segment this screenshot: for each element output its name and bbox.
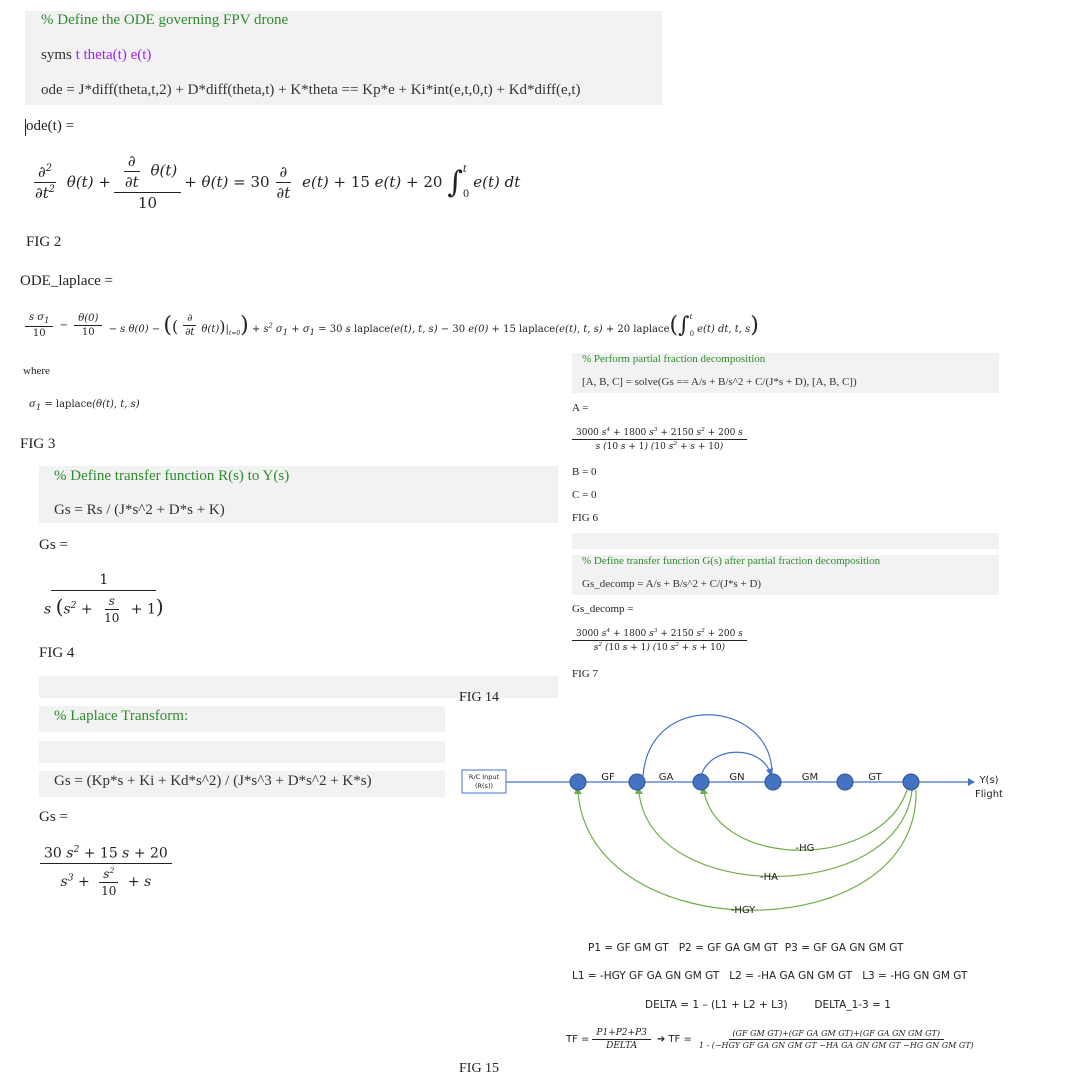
feedback-arc-hgy: [578, 790, 916, 910]
decomp-output-label: Gs_decomp =: [572, 603, 634, 615]
code-comment-decomp: % Define transfer function G(s) after partial fraction decomposition: [582, 555, 881, 567]
gs-output-label-2: Gs =: [39, 809, 68, 825]
code-line-laplace: Gs = (Kp*s + Ki + Kd*s^2) / (J*s^3 + D*s^2 + K*s): [54, 773, 372, 789]
fig4-caption: FIG 4: [39, 645, 75, 661]
gain-label-gt: GT: [868, 772, 882, 783]
input-label-2: (R(s)): [474, 782, 494, 790]
paths-line: P1 = GF GM GT P2 = GF GA GM GT P3 = GF GA GN GM GT: [588, 942, 904, 954]
loops-line: L1 = -HGY GF GA GN GM GT L2 = -HA GA GN GM GT L3 = -HG GN GM GT: [572, 970, 968, 982]
fig15-caption: FIG 15: [459, 1061, 500, 1076]
node-6: [903, 774, 919, 790]
node-1: [570, 774, 586, 790]
gain-label-gf: GF: [601, 772, 615, 783]
fig3-caption: FIG 3: [20, 436, 56, 452]
code-line-tf: Gs = Rs / (J*s^2 + D*s + K): [54, 502, 225, 518]
input-label-1: R/C Input: [468, 773, 500, 781]
pfd-a-label: A =: [572, 402, 589, 414]
output-arrowhead: [968, 778, 975, 786]
fig14-caption: FIG 14: [459, 690, 500, 705]
tf-denominator: DELTA: [606, 1041, 638, 1051]
pfd-a-equation: $\frac{3000 s^4 + 1800 s^3 + 2150 s^2 + 200 s}{s (10 s + 1) (10 s^2 + s + 10)}$: [572, 427, 747, 452]
code-block-spacer-3: [572, 533, 999, 549]
code-comment-laplace: % Laplace Transform:: [54, 708, 189, 724]
pfd-c-value: C = 0: [572, 489, 597, 501]
code-line-ode: ode = J*diff(theta,t,2) + D*diff(theta,t) + K*theta == Kp*e + Ki*int(e,t,0,t) + Kd*diff(e,t): [41, 82, 581, 98]
gain-label-gm: GM: [801, 772, 819, 783]
tf2-numerator: (GF GM GT)+(GF GA GM GT)+(GF GA GN GM GT): [729, 1029, 945, 1040]
tf-formula: [566, 1028, 981, 1051]
node-2: [629, 774, 645, 790]
gs-equation-2: 30 $s^2 + 15$ s + 20 $s^3$ + $\frac{s^2}{10}$ + s: [40, 845, 172, 898]
node-5: [837, 774, 853, 790]
laplace-equation: $\frac{s \sigma_1}{10}$ − $\frac{\theta(0)}{10}$ − s θ(0) − (( $\frac{\partial}{\partial t}$ $\theta(t))|_{t=0}) + s^2$ $\sigma_1 + \sigma_1 = 30$ s laplace(e(t), t, s) − 30 e(0) + 15 laplace(e(t), t, s) + 20 laplace( ∫ t 0 e(t) dt, t, s): [22, 312, 759, 339]
feedback-arc-ha: [639, 790, 912, 877]
code-comment-ode: % Define the ODE governing FPV drone: [41, 12, 289, 28]
code-comment-pfd: % Perform partial fraction decomposition: [582, 353, 766, 365]
gain-label-gn: GN: [729, 772, 745, 783]
code-comment-tf: % Define transfer function R(s) to Y(s): [54, 468, 290, 484]
output-label-2: Flight: [975, 789, 1003, 800]
code-block-spacer-2: [39, 741, 445, 763]
code-line-syms: [41, 47, 151, 64]
feedback-label-hg: -HG: [795, 843, 815, 854]
ode-equation: $\frac{\partial^2}{\partial t^2}$ θ(t) + $\frac{\partial}{\partial t}$ θ(t) 10 + θ(t) = 30 $\frac{\partial}{\partial t}$ e(t) + 15 e(t) + 20 ∫ t 0 e(t) dt: [35, 152, 521, 212]
gs-equation-1: 1 s ($s^2$ + $\frac{s}{10}$ + 1): [44, 572, 164, 625]
syms-keyword: syms: [41, 47, 72, 63]
laplace-output-label: ODE_laplace =: [20, 273, 114, 289]
delta-line: DELTA = 1 – (L1 + L2 + L3) DELTA_1-3 = 1: [645, 999, 891, 1011]
fig6-caption: FIG 6: [572, 512, 598, 524]
pfd-b-value: B = 0: [572, 466, 597, 478]
gain-label-ga: GA: [658, 772, 674, 783]
tf-numerator: P1+P2+P3: [592, 1028, 650, 1040]
code-line-pfd: [A, B, C] = solve(Gs == A/s + B/s^2 + C/(J*s + D), [A, B, C]): [582, 376, 857, 388]
feedback-arc-hg: [704, 790, 907, 850]
syms-variables: t theta(t) e(t): [75, 47, 152, 63]
decomp-equation: $\frac{3000 s^4 + 1800 s^3 + 2150 s^2 + 200 s}{s^2 (10 s + 1) (10 s^2 + s + 10)}$: [572, 628, 747, 653]
fig2-caption: FIG 2: [26, 234, 62, 250]
signal-flow-diagram: [455, 708, 1015, 938]
tf-arrow: ➔ TF =: [656, 1034, 692, 1045]
tf-prefix: TF =: [566, 1034, 590, 1045]
laplace-where: where: [23, 365, 50, 377]
sigma-definition: $\sigma_1$ = laplace(θ(t), t, s): [29, 399, 140, 412]
fig7-caption: FIG 7: [572, 668, 598, 680]
ode-output-label: ode(t) =: [26, 118, 75, 134]
gs-output-label-1: Gs =: [39, 537, 68, 553]
code-line-decomp: Gs_decomp = A/s + B/s^2 + C/(J*s + D): [582, 578, 762, 590]
node-3: [693, 774, 709, 790]
feedforward-arc-ga-gn-skip: [643, 715, 772, 776]
tf2-denominator: 1 - (−HGY GF GA GN GM GT −HA GA GN GM GT −HG GN GM GT): [698, 1041, 974, 1050]
output-label-1: Y(s): [979, 775, 999, 786]
feedback-label-hgy: -HGY: [730, 905, 756, 916]
feedback-label-ha: -HA: [760, 872, 778, 883]
node-4: [765, 774, 781, 790]
